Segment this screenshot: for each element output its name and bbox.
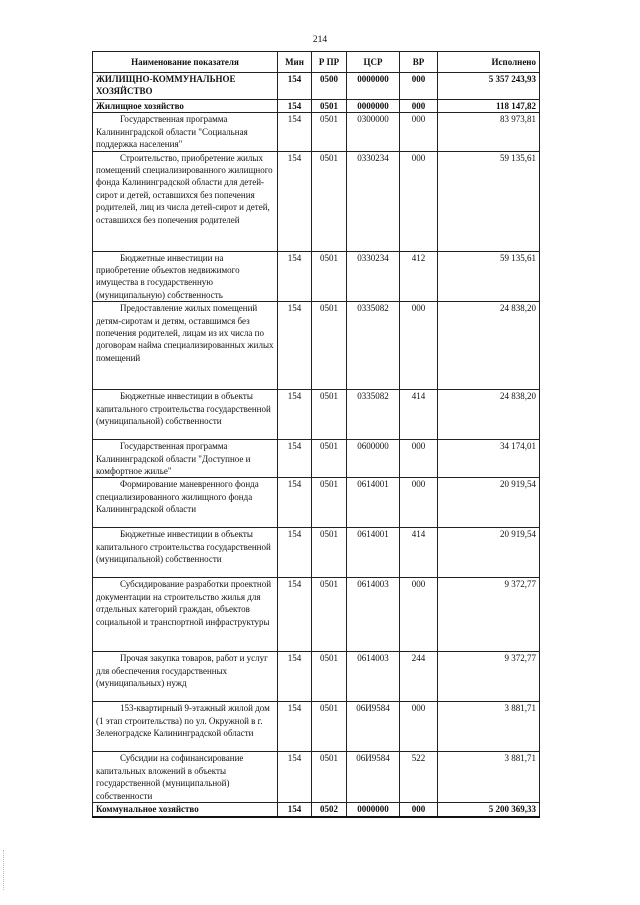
row-name: Коммунальное хозяйство [93, 803, 278, 817]
row-name: Бюджетные инвестиции в объекты капитального строительства государственной (муниципальной) собственности [93, 528, 278, 578]
row-name: Субсидирование разработки проектной документации на строительство жилья для отдельных категорий граждан, объектов социальной и транспортной инфраструктуры [93, 578, 278, 652]
row-name: Государственная программа Калининградской области "Доступное и комфортное жилье" [93, 440, 278, 478]
row-done: 9 372,77 [438, 652, 540, 702]
row-done: 59 135,61 [438, 151, 540, 251]
row-done: 5 357 243,93 [438, 73, 540, 100]
row-vr: 412 [400, 251, 438, 302]
budget-table [92, 51, 540, 818]
header-csr: ЦСР [347, 52, 400, 73]
row-rpr: 0501 [312, 478, 347, 528]
row-done: 9 372,77 [438, 578, 540, 652]
header-vr: ВР [400, 52, 438, 73]
table-row [93, 578, 540, 652]
row-min: 154 [278, 440, 312, 478]
header-rpr: Р ПР [312, 52, 347, 73]
row-done: 20 919,54 [438, 528, 540, 578]
row-rpr: 0501 [312, 151, 347, 251]
row-rpr: 0501 [312, 752, 347, 803]
table-row [93, 478, 540, 528]
row-name: Бюджетные инвестиции в объекты капитального строительства государственной (муниципальной) собственности [93, 390, 278, 440]
row-min: 154 [278, 578, 312, 652]
row-name: 153-квартирный 9-этажный жилой дом (1 этап строительства) по ул. Окружной в г. Зеленоградске Калининградской области [93, 702, 278, 752]
row-rpr: 0502 [312, 803, 347, 817]
row-vr: 000 [400, 440, 438, 478]
row-name: ЖИЛИЩНО-КОММУНАЛЬНОЕ ХОЗЯЙСТВО [93, 73, 278, 100]
row-min: 154 [278, 528, 312, 578]
row-done: 20 919,54 [438, 478, 540, 528]
row-min: 154 [278, 478, 312, 528]
row-done: 3 881,71 [438, 752, 540, 803]
row-vr: 000 [400, 151, 438, 251]
row-vr: 000 [400, 702, 438, 752]
table-row [93, 151, 540, 251]
row-min: 154 [278, 73, 312, 100]
row-csr: 0330234 [347, 251, 400, 302]
row-min: 154 [278, 702, 312, 752]
row-rpr: 0501 [312, 578, 347, 652]
row-vr: 000 [400, 73, 438, 100]
table-row [93, 803, 540, 817]
row-csr: 0300000 [347, 113, 400, 151]
row-rpr: 0501 [312, 702, 347, 752]
row-csr: 0600000 [347, 440, 400, 478]
row-min: 154 [278, 302, 312, 390]
row-rpr: 0501 [312, 251, 347, 302]
row-csr: 0335082 [347, 302, 400, 390]
row-rpr: 0501 [312, 528, 347, 578]
page-number: 214 [312, 35, 328, 45]
scan-edge-mark [3, 850, 7, 890]
header-name: Наименование показателя [93, 52, 278, 73]
row-vr: 244 [400, 652, 438, 702]
row-name: Субсидии на софинансирование капитальных вложений в объекты государственной (муниципальной) собственности [93, 752, 278, 803]
row-min: 154 [278, 113, 312, 151]
row-rpr: 0501 [312, 390, 347, 440]
row-name: Жилищное хозяйство [93, 100, 278, 113]
row-rpr: 0501 [312, 652, 347, 702]
row-min: 154 [278, 151, 312, 251]
row-csr: 0614001 [347, 478, 400, 528]
row-done: 24 838,20 [438, 302, 540, 390]
row-min: 154 [278, 652, 312, 702]
row-min: 154 [278, 251, 312, 302]
row-vr: 000 [400, 302, 438, 390]
row-done: 34 174,01 [438, 440, 540, 478]
row-vr: 522 [400, 752, 438, 803]
row-csr: 0000000 [347, 73, 400, 100]
row-vr: 000 [400, 578, 438, 652]
row-done: 118 147,82 [438, 100, 540, 113]
table-row [93, 702, 540, 752]
row-csr: 0614001 [347, 528, 400, 578]
row-done: 59 135,61 [438, 251, 540, 302]
row-csr: 0614003 [347, 652, 400, 702]
row-name: Прочая закупка товаров, работ и услуг для обеспечения государственных (муниципальных) нужд [93, 652, 278, 702]
row-vr: 414 [400, 528, 438, 578]
row-rpr: 0501 [312, 302, 347, 390]
row-vr: 000 [400, 478, 438, 528]
row-vr: 000 [400, 113, 438, 151]
row-csr: 0614003 [347, 578, 400, 652]
row-min: 154 [278, 100, 312, 113]
row-csr: 06И9584 [347, 752, 400, 803]
row-rpr: 0501 [312, 440, 347, 478]
row-min: 154 [278, 752, 312, 803]
row-vr: 000 [400, 100, 438, 113]
table-row [93, 528, 540, 578]
row-csr: 06И9584 [347, 702, 400, 752]
row-rpr: 0501 [312, 100, 347, 113]
row-vr: 000 [400, 803, 438, 817]
row-vr: 414 [400, 390, 438, 440]
table-row [93, 302, 540, 390]
row-done: 5 200 369,33 [438, 803, 540, 817]
table-row [93, 390, 540, 440]
row-name: Государственная программа Калининградской области "Социальная поддержка населения" [93, 113, 278, 151]
row-min: 154 [278, 390, 312, 440]
row-done: 83 973,81 [438, 113, 540, 151]
table-row [93, 100, 540, 113]
row-min: 154 [278, 803, 312, 817]
row-csr: 0335082 [347, 390, 400, 440]
table-row [93, 752, 540, 803]
row-name: Строительство, приобретение жилых помещений специализированного жилищного фонда Калининградской области для детей-сирот и детей, оставшихся без попечения родителей, лиц из числа детей-сирот и детей, оставшихся без попечения родителей [93, 151, 278, 251]
row-done: 24 838,20 [438, 390, 540, 440]
row-csr: 0000000 [347, 100, 400, 113]
row-rpr: 0500 [312, 73, 347, 100]
row-name: Бюджетные инвестиции на приобретение объектов недвижимого имущества в государственную (муниципальную) собственность [93, 251, 278, 302]
header-min: Мин [278, 52, 312, 73]
table-row [93, 251, 540, 302]
row-done: 3 881,71 [438, 702, 540, 752]
row-rpr: 0501 [312, 113, 347, 151]
table-row [93, 73, 540, 100]
row-name: Предоставление жилых помещений детям-сиротам и детям, оставшимся без попечения родителей, лицам из их числа по договорам найма специализированных жилых помещений [93, 302, 278, 390]
table-row [93, 113, 540, 151]
header-done: Исполнено [438, 52, 540, 73]
table-row [93, 440, 540, 478]
table-row [93, 652, 540, 702]
header-row [93, 52, 540, 73]
row-name: Формирование маневренного фонда специализированного жилищного фонда Калининградской области [93, 478, 278, 528]
row-csr: 0000000 [347, 803, 400, 817]
row-csr: 0330234 [347, 151, 400, 251]
